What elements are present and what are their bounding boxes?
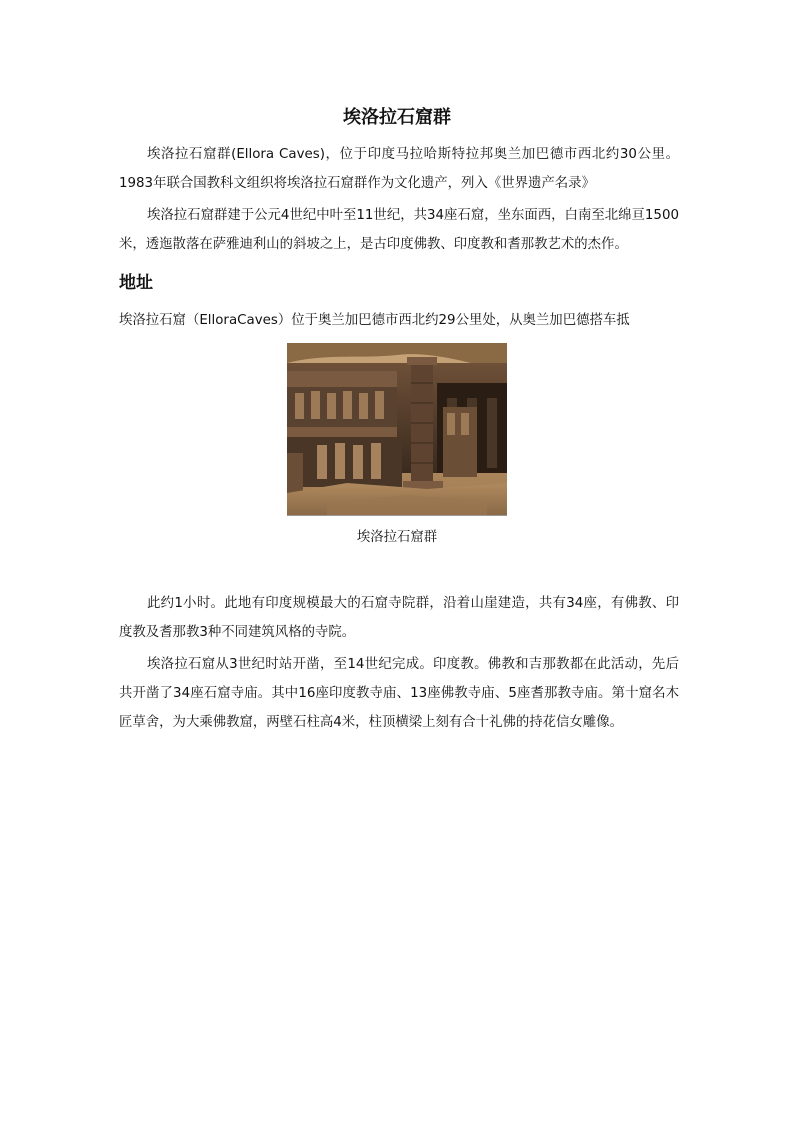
- ellora-caves-photo: [287, 343, 507, 516]
- address-paragraph: 埃洛拉石窟（ElloraCaves）位于奥兰加巴德市西北约29公里处，从奥兰加巴德搭车抵: [119, 313, 630, 328]
- intro-paragraph-1: 埃洛拉石窟群(Ellora Caves)，位于印度马拉哈斯特拉邦奥兰加巴德市西北约30公里。1983年联合国教科文组织将埃洛拉石窟群作为文化遗产，列入《世界遗产名录》: [119, 147, 679, 191]
- document-title: 埃洛拉石窟群: [343, 107, 451, 128]
- intro-paragraph-2: 埃洛拉石窟群建于公元4世纪中叶至11世纪，共34座石窟，坐东面西，白南至北绵亘1500米，透迤散落在萨雅迪利山的斜坡之上，是古印度佛教、印度教和耆那教艺术的杰作。: [119, 208, 679, 252]
- body-paragraph-2: 埃洛拉石窟从3世纪时站开凿，至14世纪完成。印度教。佛教和吉那教都在此活动，先后共开凿了34座石窟寺庙。其中16座印度教寺庙、13座佛教寺庙、5座耆那教寺庙。第十窟名木匠草舍，为大乘佛教窟，两壁石柱高4米，柱顶横梁上刻有合十礼佛的持花信女雕像。: [119, 657, 679, 730]
- body-paragraph-1: 此约1小时。此地有印度规模最大的石窟寺院群，沿着山崖建造，共有34座，有佛教、印度教及耆那教3种不同建筑风格的寺院。: [119, 596, 679, 640]
- section-heading-address: 地址: [119, 273, 153, 293]
- image-caption: 埃洛拉石窟群: [356, 530, 438, 545]
